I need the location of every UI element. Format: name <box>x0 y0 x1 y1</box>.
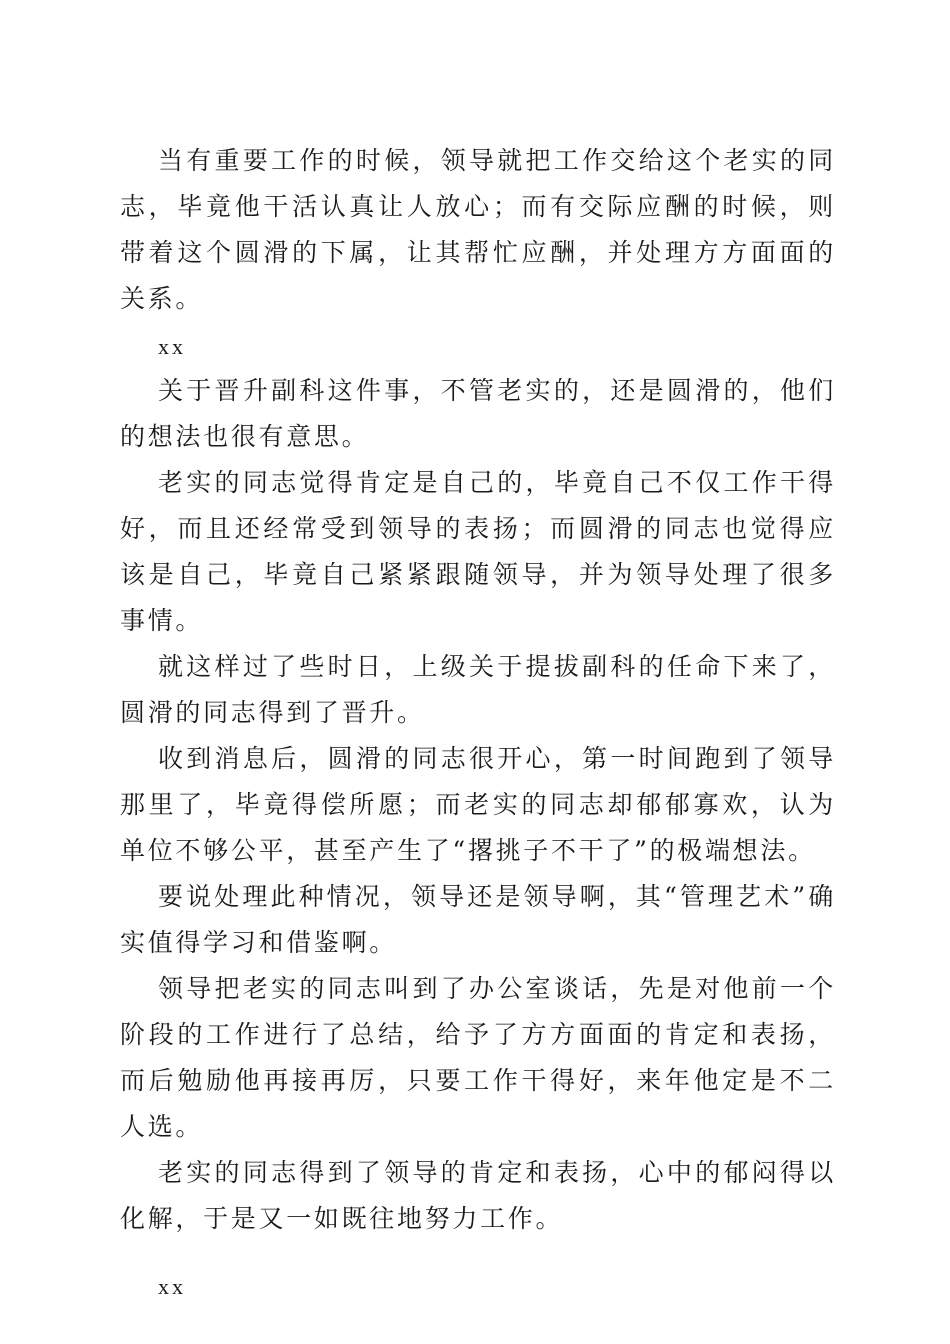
paragraph: 老实的同志觉得肯定是自己的，毕竟自己不仅工作干得好，而且还经常受到领导的表扬；而圆滑的同志也觉得应该是自己，毕竟自己紧紧跟随领导，并为领导处理了很多事情。 <box>120 468 836 635</box>
paragraph: 老实的同志得到了领导的肯定和表扬，心中的郁闷得以化解，于是又一如既往地努力工作。 <box>120 1158 836 1233</box>
section-separator: xx <box>158 1274 186 1299</box>
paragraph: 领导把老实的同志叫到了办公室谈话，先是对他前一个阶段的工作进行了总结，给予了方方面面的肯定和表扬，而后勉励他再接再厉，只要工作干得好，来年他定是不二人选。 <box>120 974 836 1141</box>
section-separator: xx <box>158 334 186 359</box>
paragraph: 就这样过了些时日，上级关于提拔副科的任命下来了，圆滑的同志得到了晋升。 <box>120 652 836 727</box>
paragraph: 关于晋升副科这件事，不管老实的，还是圆滑的，他们的想法也很有意思。 <box>120 376 836 451</box>
paragraph: 要说处理此种情况，领导还是领导啊，其“管理艺术”确实值得学习和借鉴啊。 <box>120 882 836 957</box>
document-body <box>120 138 836 1308</box>
paragraph: 当有重要工作的时候，领导就把工作交给这个老实的同志，毕竟他干活认真让人放心；而有交际应酬的时候，则带着这个圆滑的下属，让其帮忙应酬，并处理方方面面的关系。 <box>120 146 836 313</box>
paragraph: 收到消息后，圆滑的同志很开心，第一时间跑到了领导那里了，毕竟得偿所愿；而老实的同志却郁郁寡欢，认为单位不够公平，甚至产生了“撂挑子不干了”的极端想法。 <box>120 744 836 865</box>
